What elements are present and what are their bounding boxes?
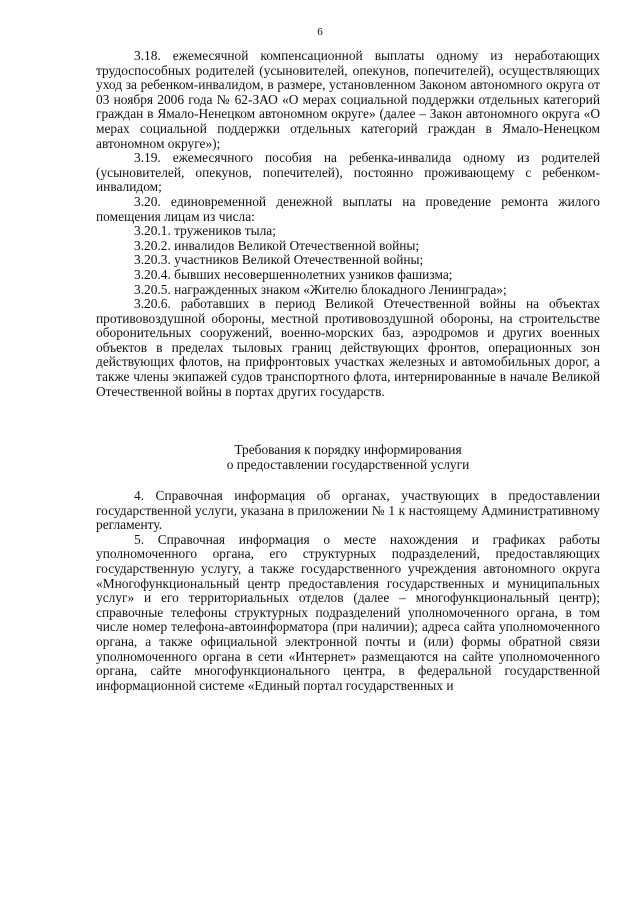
paragraph-3-18: 3.18. ежемесячной компенсационной выплаты одному из неработающих трудоспособных родителей (усыновителей, опекунов, попечителей), осуществляющих уход за ребенком-инвалидом, в размере, установленном Законом автономного округа от 03 ноября 2006 года № 62-ЗАО «О мерах социальной поддержки отдельных категорий граждан в Ямало-Ненецком автономном округе» (далее – Закон автономного округа «О мерах социальной поддержки отдельных категорий граждан в Ямало-Ненецком автономном округе»); (96, 48, 600, 151)
paragraph-3-19: 3.19. ежемесячного пособия на ребенка-инвалида одному из родителей (усыновителей, опекунов, попечителей), постоянно проживающему с ребенком-инвалидом; (96, 150, 600, 195)
section-heading-line-2: о предоставлении государственной услуги (226, 456, 470, 472)
paragraph-3-20-6: 3.20.6. работавших в период Великой Отечественной войны на объектах противовоздушной обороны, местной противовоздушной обороны, на строительстве оборонительных сооружений, военно-морских баз, аэродромов и других военных объектов в пределах тыловых границ действующих фронтов, операционных зон действующих флотов, на прифронтовых участках железных и автомобильных дорог, а также члены экипажей судов транспортного флота, интернированные в начале Великой Отечественной войны в портах других государств. (96, 296, 600, 399)
benefits-list-block (96, 49, 600, 399)
paragraph-3-20-1: 3.20.1. тружеников тыла; (134, 223, 276, 239)
paragraph-3-20-5: 3.20.5. награжденных знаком «Жителю блокадного Ленинграда»; (134, 281, 507, 297)
information-requirements-block (96, 489, 600, 693)
paragraph-4: 4. Справочная информация об органах, участвующих в предоставлении государственной услуги, указана в приложении № 1 к настоящему Административному регламенту. (96, 488, 600, 533)
paragraph-3-20: 3.20. единовременной денежной выплаты на проведение ремонта жилого помещения лицам из числа: (96, 193, 600, 224)
section-heading-line-1: Требования к порядку информирования (234, 442, 462, 457)
paragraph-3-20-4: 3.20.4. бывших несовершеннолетних узников фашизма; (134, 266, 453, 282)
paragraph-3-20-2: 3.20.2. инвалидов Великой Отечественной войны; (134, 237, 420, 253)
paragraph-3-20-3: 3.20.3. участников Великой Отечественной войны; (134, 252, 424, 268)
page-number: 6 (317, 26, 323, 38)
section-heading (96, 443, 600, 472)
paragraph-5: 5. Справочная информация о месте нахождения и графиках работы уполномоченного органа, его структурных подразделений, предоставляющих государственную услугу, а также государственного учреждения автономного округа «Многофункциональный центр предоставления государственных и муниципальных услуг» и его территориальных отделов (далее – многофункциональный центр); справочные телефоны структурных подразделений уполномоченного органа, в том числе номер телефона-автоинформатора (при наличии); адреса сайта уполномоченного органа, а также официальной электронной почты и (или) формы обратной связи уполномоченного органа в сети «Интернет» размещаются на сайте уполномоченного органа, сайте многофункционального центра, в федеральной государственной информационной системе «Единый портал государственных и (96, 531, 600, 693)
